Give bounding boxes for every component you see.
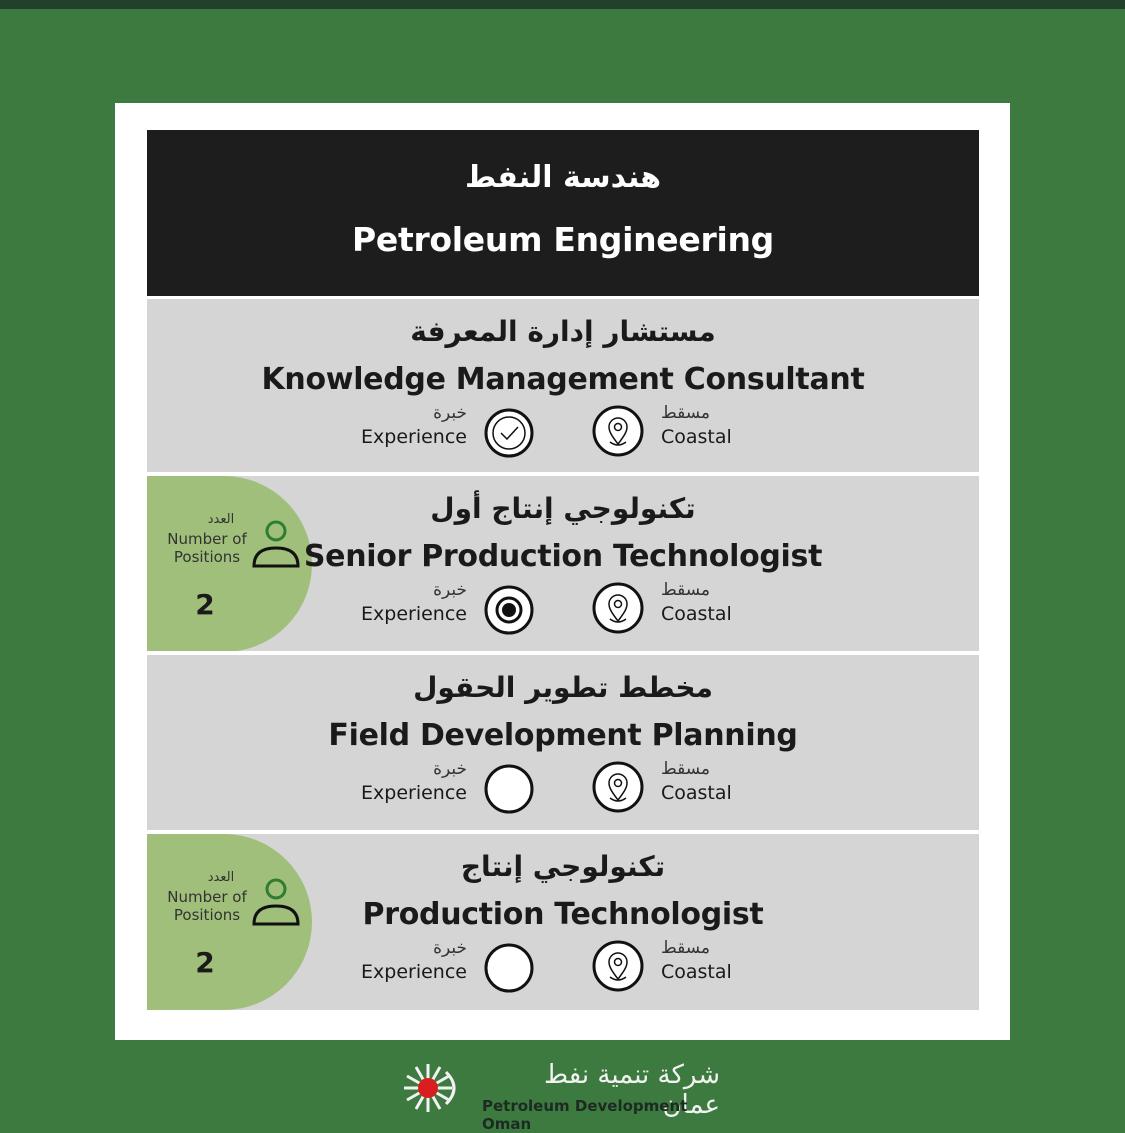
experience-label: Experience	[361, 961, 467, 983]
location-label-arabic: مسقط	[661, 580, 711, 600]
positions-count: 2	[195, 588, 215, 621]
empty-circle-icon	[483, 763, 535, 815]
job-row	[147, 655, 979, 830]
job-title-english: Production Technologist	[362, 897, 764, 932]
company-logo	[402, 1060, 732, 1133]
section-header	[147, 130, 979, 296]
location-pin-icon	[591, 939, 645, 993]
location-label: Coastal	[661, 426, 732, 448]
job-title-english: Senior Production Technologist	[303, 539, 823, 574]
section-title-arabic: هندسة النفط	[464, 160, 662, 195]
job-row	[147, 476, 979, 651]
job-title-english: Knowledge Management Consultant	[261, 362, 865, 397]
location-pin-icon	[591, 760, 645, 814]
job-row	[147, 299, 979, 472]
experience-label: Experience	[361, 782, 467, 804]
experience-label: Experience	[361, 426, 467, 448]
location-label: Coastal	[661, 603, 732, 625]
experience-label-arabic: خبرة	[433, 938, 467, 958]
location-label: Coastal	[661, 782, 732, 804]
location-pin-icon	[591, 404, 645, 458]
positions-label-arabic: العدد	[207, 870, 235, 885]
job-title-arabic: تكنولوجي إنتاج أول	[430, 492, 696, 525]
location-label-arabic: مسقط	[661, 403, 711, 423]
company-name-arabic: شركة تنمية نفط عمان	[544, 1060, 720, 1120]
empty-circle-icon	[483, 942, 535, 994]
top-bar	[0, 0, 1125, 9]
section-title-english: Petroleum Engineering	[352, 220, 774, 259]
positions-label: Number of Positions	[167, 888, 247, 924]
target-circle-icon	[483, 584, 535, 636]
positions-label: Number of Positions	[167, 530, 247, 566]
experience-label: Experience	[361, 603, 467, 625]
check-circle-icon	[483, 407, 535, 459]
experience-label-arabic: خبرة	[433, 403, 467, 423]
experience-label-arabic: خبرة	[433, 759, 467, 779]
job-title-arabic: مستشار إدارة المعرفة	[410, 315, 716, 348]
job-title-arabic: مخطط تطوير الحقول	[413, 671, 713, 704]
job-row	[147, 834, 979, 1010]
job-title-english: Field Development Planning	[328, 718, 798, 753]
location-label-arabic: مسقط	[661, 938, 711, 958]
company-name-english: Petroleum Development Oman	[482, 1097, 688, 1133]
positions-count: 2	[195, 946, 215, 979]
location-pin-icon	[591, 581, 645, 635]
location-label-arabic: مسقط	[661, 759, 711, 779]
location-label: Coastal	[661, 961, 732, 983]
positions-label-arabic: العدد	[207, 512, 235, 527]
experience-label-arabic: خبرة	[433, 580, 467, 600]
job-title-arabic: تكنولوجي إنتاج	[460, 850, 666, 883]
sunburst-logo-icon	[402, 1062, 466, 1114]
